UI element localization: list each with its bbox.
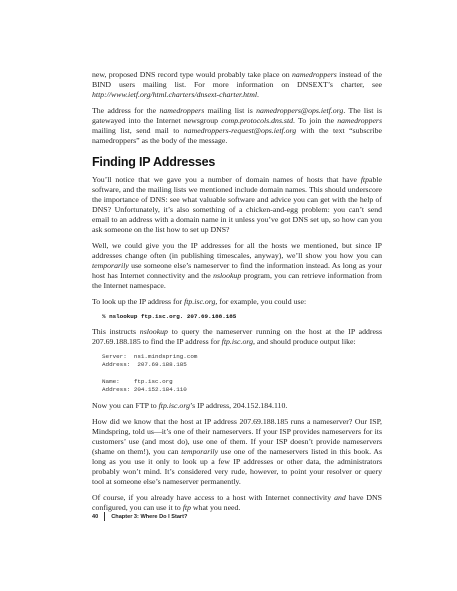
italic-term: ftp.isc.org (158, 401, 190, 411)
page-body (92, 70, 382, 519)
text-run: Now you can FTP to (92, 401, 159, 411)
paragraph-lookup-example (92, 297, 382, 307)
italic-term: comp.protocols.dns.std (221, 116, 294, 125)
section-heading: Finding IP Addresses (92, 155, 216, 169)
text-run: This instructs (92, 327, 140, 337)
text-run: You’ll notice that we gave you a number of domain names of hosts that have (92, 175, 361, 184)
text-run: mailing list, send mail to (92, 126, 184, 135)
text-run: . The list is gatewayed into the Internet newsgroup (92, 106, 383, 125)
text-run: use someone else’s nameserver to find the information instead. As long as your host has Internet connectivity and the (92, 261, 382, 280)
italic-term: namedroppers (159, 106, 205, 115)
text-run: mailing list is (204, 106, 257, 115)
text-run: To look up the IP address for (92, 297, 185, 306)
text-run: ’s IP address, 204.152.184.110. (189, 401, 288, 411)
chapter-title: Chapter 3: Where Do I Start? (111, 513, 188, 520)
text-run: what you need. (190, 503, 241, 513)
italic-term: nslookup (139, 327, 168, 337)
text-run: , and should produce output like: (253, 337, 356, 347)
page-footer (92, 512, 382, 521)
italic-term: namedroppers@ops.ietf.org (256, 106, 344, 115)
text-run: How did we know that the host at IP address 207.69.188.185 runs a nameserver? Our ISP, Mindspring, told us—it’s one of their nameservers. If your ISP provides nameservers for its customers’ use (and most do), use one of them. If your ISP doesn’t provide nameservers (shame on them!), you can (92, 417, 382, 457)
text-run: Well, we could give you the IP addresses for all the hosts we mentioned, but since IP addresses change often (in publishing timescales, anyway), we’ll show you how you can (92, 241, 382, 260)
italic-term: ftp.isc.org (184, 297, 216, 306)
text-run: use one of the nameservers listed in this book. As long as you use it only to look up a few IP addresses or other data, the administrators probably won’t mind. It’s considered very rude, however, to point your resolver or query tool at someone else’s nameserver permanently. (92, 447, 382, 487)
paragraph-namedroppers-intro (92, 70, 382, 100)
text-run: with the text “subscribe namedroppers” as the body of the message. (92, 126, 382, 145)
italic-term: namedroppers (337, 116, 382, 125)
text-run: The address for the (92, 106, 160, 115)
paragraph-query-explanation (92, 327, 382, 347)
italic-term: ftp (360, 175, 369, 184)
nslookup-command: % nslookup ftp.isc.org. 207.69.188.185 (102, 313, 237, 320)
paragraph-temporary-nameserver (92, 241, 382, 291)
paragraph-chicken-egg (92, 175, 382, 235)
text-run: , for example, you could use: (215, 297, 307, 306)
paragraph-ftp-address (92, 401, 382, 411)
italic-term: and (334, 493, 346, 503)
text-run: have DNS configured, you can use it to (92, 493, 382, 513)
text-run: . To join the (293, 116, 338, 125)
text-run: new, proposed DNS record type would probably take place on (92, 70, 293, 79)
text-run: able software, and the mailing lists we mentioned include domain names. This should underscore the importance of DNS: see what valuable software and advice you can get with the help of DNS? Unfortunately, it’s also something of a chicken-and-egg problem: you can’t send email to an address with a domain name in it unless you’ve got DNS set up, so how can you ask someone on the list how to set up DNS? (92, 175, 382, 234)
italic-term: http://www.ietf.org/html.charters/dnsext-charter.html (92, 90, 258, 99)
italic-term: temporarily (181, 447, 219, 457)
text-run: Of course, if you already have access to a host with Internet connectivity (92, 493, 335, 503)
italic-term: ftp (182, 503, 191, 513)
italic-term: nslookup (213, 271, 242, 280)
text-run: instead of the BIND users mailing list. For more information on DNSEXT’s charter, see (92, 70, 382, 89)
nslookup-output: Server: ns1.mindspring.com Address: 207.69.188.185 Name: ftp.isc.org Address: 204.152.184.110 (102, 353, 198, 394)
paragraph-isp-nameserver (92, 417, 382, 487)
italic-term: temporarily (92, 261, 129, 270)
italic-term: ftp.isc.org (221, 337, 253, 347)
text-run: . (257, 90, 259, 99)
italic-term: namedroppers-request@ops.ietf.org (183, 126, 297, 135)
italic-term: namedroppers (292, 70, 337, 79)
footer-divider (104, 512, 105, 521)
paragraph-namedroppers-address (92, 106, 382, 146)
text-run: program, you can retrieve information from the Internet namespace. (92, 271, 382, 290)
page-number: 40 (92, 513, 99, 520)
text-run: to query the nameserver running on the host at the IP address 207.69.188.185 to find the IP address for (92, 327, 382, 347)
paragraph-closing (92, 493, 382, 513)
